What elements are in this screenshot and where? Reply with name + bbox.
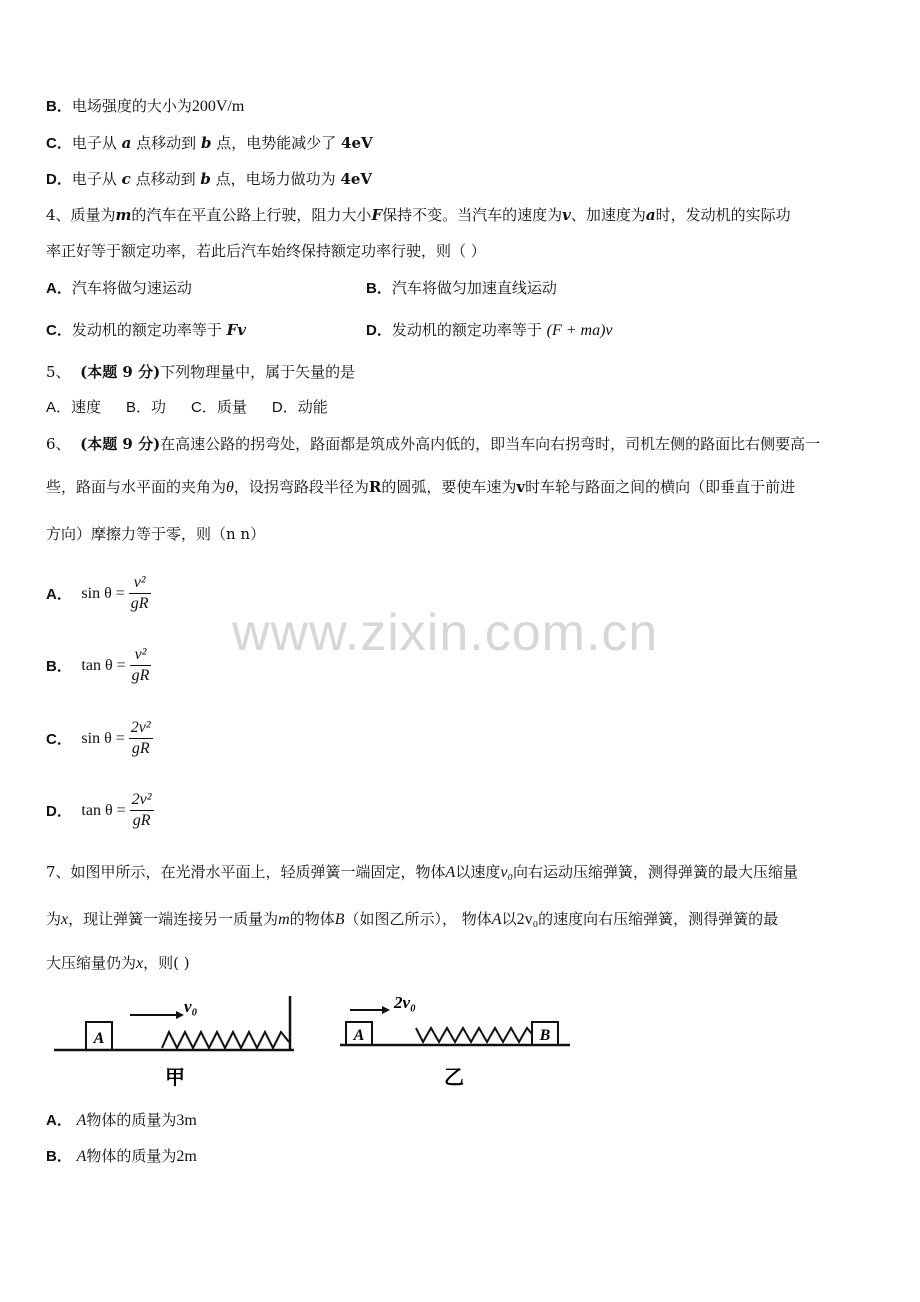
q3-option-b: B．电场强度的大小为200V/m (46, 97, 245, 115)
q4-option-d: D．发动机的额定功率等于 (F + ma)v (366, 321, 613, 339)
figure-caption: 甲 (165, 1067, 185, 1089)
q7-figure-right (336, 990, 572, 1090)
q4-stem-line2: 率正好等于额定功率，若此后汽车始终保持额定功率行驶，则（ ） (46, 242, 486, 260)
q7-option-a: A． A物体的质量为3m (46, 1111, 197, 1129)
q3-option-d: D．电子从 c 点移动到 b 点，电场力做功为 4eV (46, 170, 373, 188)
q6-option-a: A． sin θ = $\frac{\text{v²}}{gR}$ (46, 574, 149, 612)
block-a-label: A (353, 1027, 365, 1044)
figure-caption: 乙 (444, 1067, 464, 1089)
q4-option-a: A．汽车将做匀速运动 (46, 279, 192, 297)
q7-figure-left (50, 990, 300, 1090)
q6-stem-line2: 些，路面与水平面的夹角为θ，设拐弯路段半径为R的圆弧，要使车速为v时车轮与路面之间的横向（即垂直于前进 (46, 478, 796, 496)
velocity-label: v₀ (184, 997, 198, 1016)
spring (416, 1028, 532, 1042)
q3-option-c: C．电子从 a 点移动到 b 点，电势能减少了 4eV (46, 134, 373, 152)
q6-option-d: D． tan θ = $\frac{\text{2v²}}{gR}$ (46, 791, 152, 829)
q7-stem-line3: 大压缩量仍为x，则( ) (46, 954, 190, 972)
q4-stem-line1: 4、质量为m的汽车在平直公路上行驶，阻力大小F保持不变。当汽车的速度为v、加速度为a时，发动机的实际功 (46, 206, 791, 224)
q7-stem-line1: 7、如图甲所示，在光滑水平面上，轻质弹簧一端固定，物体A以速度v₀向右运动压缩弹簧，测得弹簧的最大压缩量 (46, 863, 799, 881)
q4-option-b: B．汽车将做匀加速直线运动 (366, 279, 557, 297)
block-a-label: A (93, 1030, 105, 1047)
q6-stem-line3: 方向）摩擦力等于零，则（n n） (46, 525, 266, 543)
q7-stem-line2: 为x，现让弹簧一端连接另一质量为m的物体B（如图乙所示）， 物体A以2v₀的速度向右压缩弹簧，测得弹簧的最 (46, 910, 779, 928)
watermark: www.zixin.com.cn (232, 604, 659, 662)
q5-stem: 5、 (本题 9 分)下列物理量中，属于矢量的是 (46, 363, 356, 381)
block-b-label: B (539, 1027, 551, 1044)
q7-option-b: B． A物体的质量为2m (46, 1147, 197, 1165)
q5-options: A．速度 B．功 C．质量 D．动能 (46, 399, 328, 416)
q6-option-c: C． sin θ = $\frac{\text{2v²}}{gR}$ (46, 719, 151, 757)
spring (162, 1032, 289, 1048)
velocity-label: 2v₀ (394, 993, 416, 1012)
q6-stem-line1: 6、 (本题 9 分)在高速公路的拐弯处，路面都是筑成外高内低的，即当车向右拐弯时，司机左侧的路面比右侧要高一 (46, 435, 821, 453)
q4-option-c: C．发动机的额定功率等于 Fv (46, 321, 247, 339)
q6-option-b: B． tan θ = $\frac{\text{v²}}{gR}$ (46, 646, 150, 684)
